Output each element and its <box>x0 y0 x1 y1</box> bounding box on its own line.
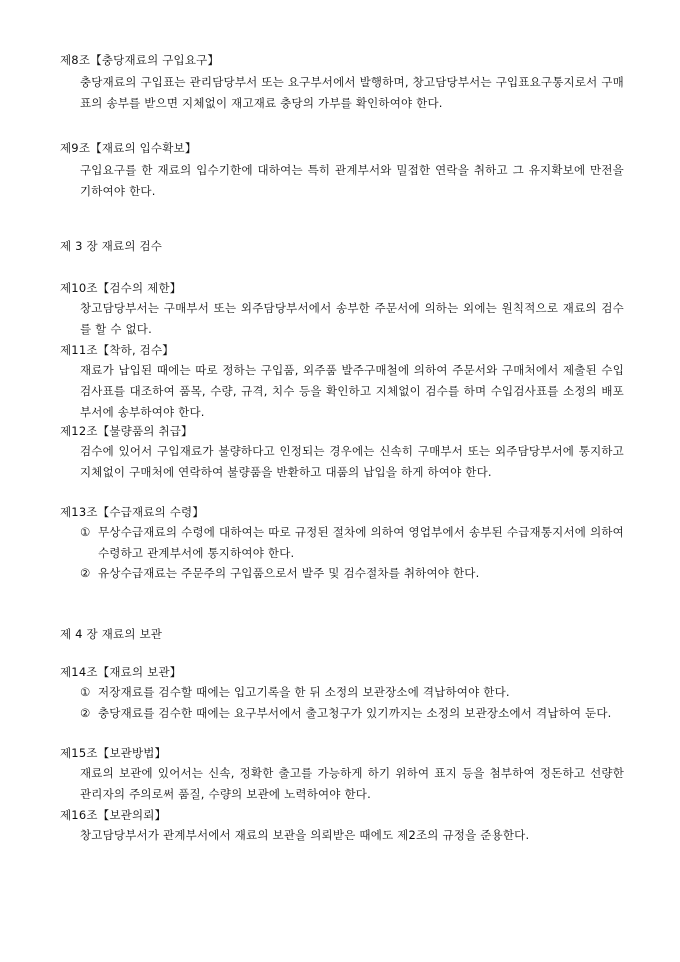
article-9-heading: 제9조【재료의 입수확보】 <box>60 141 197 155</box>
article-10-body: 창고담당부서는 구매부서 또는 외주담당부서에서 송부한 주문서에 의하는 외에는 원칙적으로 재료의 검수를 할 수 없다. <box>80 301 624 336</box>
article-11-body: 재료가 납입된 때에는 따로 정하는 구입품, 외주품 발주구매철에 의하여 주문서와 구매처에서 제출된 수입검사표를 대조하여 품목, 수량, 규격, 치수 등을 확인하고 지체없이 검수를 하며 수입검사표를 소정의 배포부서에 송부하여야 한다. <box>80 363 624 419</box>
article-13-item-2 <box>80 563 624 584</box>
item-text: 저장재료를 검수할 때에는 입고기록을 한 뒤 소정의 보관장소에 격납하여야 한다. <box>98 685 510 699</box>
article-8-body: 충당재료의 구입표는 관리담당부서 또는 요구부서에서 발행하며, 창고담당부서는 구입표요구통지로서 구매표의 송부를 받으면 지체없이 재고재료 충당의 가부를 확인하여야 한다. <box>80 75 624 110</box>
chapter-3-title: 제 3 장 재료의 검수 <box>60 239 163 253</box>
article-12-body: 검수에 있어서 구입재료가 불량하다고 인정되는 경우에는 신속히 구매부서 또는 외주담당부서에 통지하고 지체없이 구매처에 연락하여 불량품을 반환하고 대품의 납입을 하게 하여야 한다. <box>80 444 624 479</box>
article-12-heading: 제12조【불량품의 취급】 <box>60 424 193 438</box>
item-marker: ② <box>80 566 91 580</box>
article-10-heading: 제10조【검수의 제한】 <box>60 281 182 295</box>
article-16-body: 창고담당부서가 관계부서에서 재료의 보관을 의뢰받은 때에도 제2조의 규정을 준용한다. <box>80 828 530 842</box>
article-14-item-1 <box>80 682 624 703</box>
article-13-item-1 <box>80 522 624 564</box>
article-11-heading: 제11조【착하, 검수】 <box>60 343 174 357</box>
article-15-heading: 제15조【보관방법】 <box>60 746 167 760</box>
item-marker: ② <box>80 706 91 720</box>
article-13-heading: 제13조【수급재료의 수령】 <box>60 505 205 519</box>
item-text: 무상수급재료의 수령에 대하여는 따로 규정된 절차에 의하여 영업부에서 송부된 수급재통지서에 의하여 수령하고 관계부서에 통지하여야 한다. <box>98 525 624 560</box>
item-text: 충당재료를 검수한 때에는 요구부서에서 출고청구가 있기까지는 소정의 보관장소에서 격납하여 둔다. <box>98 706 612 720</box>
article-9-body: 구입요구를 한 재료의 입수기한에 대하여는 특히 관계부서와 밀접한 연락을 취하고 그 유지확보에 만전을 기하여야 한다. <box>80 163 624 198</box>
article-16-heading: 제16조【보관의뢰】 <box>60 808 167 822</box>
article-15-body: 재료의 보관에 있어서는 신속, 정확한 출고를 가능하게 하기 위하여 표지 등을 첨부하여 정돈하고 선량한 관리자의 주의로써 품질, 수량의 보관에 노력하여야 한다. <box>80 766 624 801</box>
item-marker: ① <box>80 685 91 699</box>
item-text: 유상수급재료는 주문주의 구입품으로서 발주 및 검수절차를 취하여야 한다. <box>98 566 480 580</box>
chapter-4-title: 제 4 장 재료의 보관 <box>60 627 163 641</box>
item-marker: ① <box>80 525 91 539</box>
article-14-heading: 제14조【재료의 보관】 <box>60 665 182 679</box>
article-8-heading: 제8조【충당재료의 구입요구】 <box>60 53 220 67</box>
article-14-item-2 <box>80 703 624 724</box>
